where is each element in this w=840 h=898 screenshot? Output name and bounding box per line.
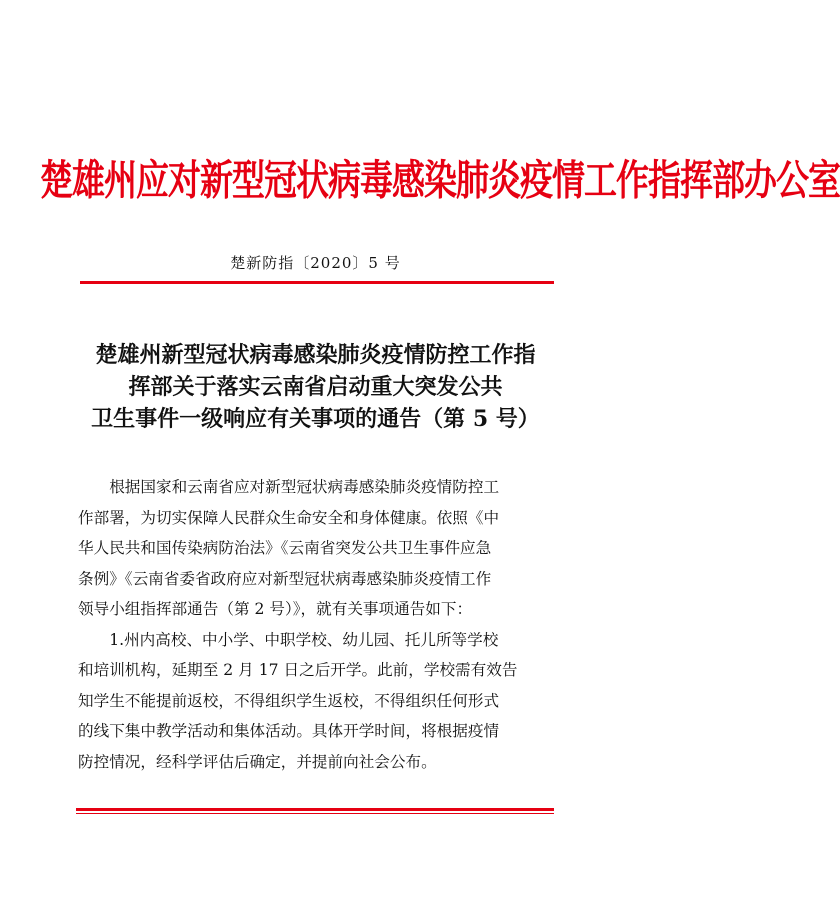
paragraph-item-1 <box>78 625 556 778</box>
notice-title <box>60 339 571 435</box>
body-line: 条例》《云南省委省政府应对新型冠状病毒感染肺炎疫情工作 <box>78 569 492 588</box>
notice-title-line-1: 楚雄州新型冠状病毒感染肺炎疫情防控工作指 <box>95 342 536 368</box>
body-line: 领导小组指挥部通告（第 2 号）》，就有关事项通告如下： <box>78 600 473 618</box>
notice-title-line-2: 挥部关于落实云南省启动重大突发公共 <box>128 374 503 400</box>
body-line: 作部署，为切实保障人民群众生命安全和身体健康。依照《中 <box>78 508 500 527</box>
body-line: 1.州内高校、中小学、中职学校、幼儿园、托儿所等学校 <box>78 630 499 649</box>
red-footer-rule <box>76 808 554 814</box>
red-header-rule <box>80 281 554 284</box>
document-number: 楚新防指〔2020〕5 号 <box>230 254 401 272</box>
body-line: 根据国家和云南省应对新型冠状病毒感染肺炎疫情防控工 <box>78 478 500 496</box>
body-line: 和培训机构，延期至 2 月 17 日之后开学。此前，学校需有效告 <box>78 661 518 679</box>
body-line: 华人民共和国传染病防治法》《云南省突发公共卫生事件应急 <box>78 539 492 557</box>
body-line: 防控情况，经科学评估后确定，并提前向社会公布。 <box>78 752 437 771</box>
paragraph-intro <box>78 472 556 625</box>
issuing-office-title: 楚雄州应对新型冠状病毒感染肺炎疫情工作指挥部办公室 <box>40 155 840 205</box>
footer-rule-thin <box>76 813 554 814</box>
notice-body <box>78 472 556 777</box>
body-line: 知学生不能提前返校，不得组织学生返校，不得组织任何形式 <box>78 691 500 710</box>
footer-rule-thick <box>76 808 554 811</box>
notice-title-line-3: 卫生事件一级响应有关事项的通告（第 5 号） <box>91 406 540 432</box>
body-line: 的线下集中教学活动和集体活动。具体开学时间，将根据疫情 <box>78 722 500 740</box>
